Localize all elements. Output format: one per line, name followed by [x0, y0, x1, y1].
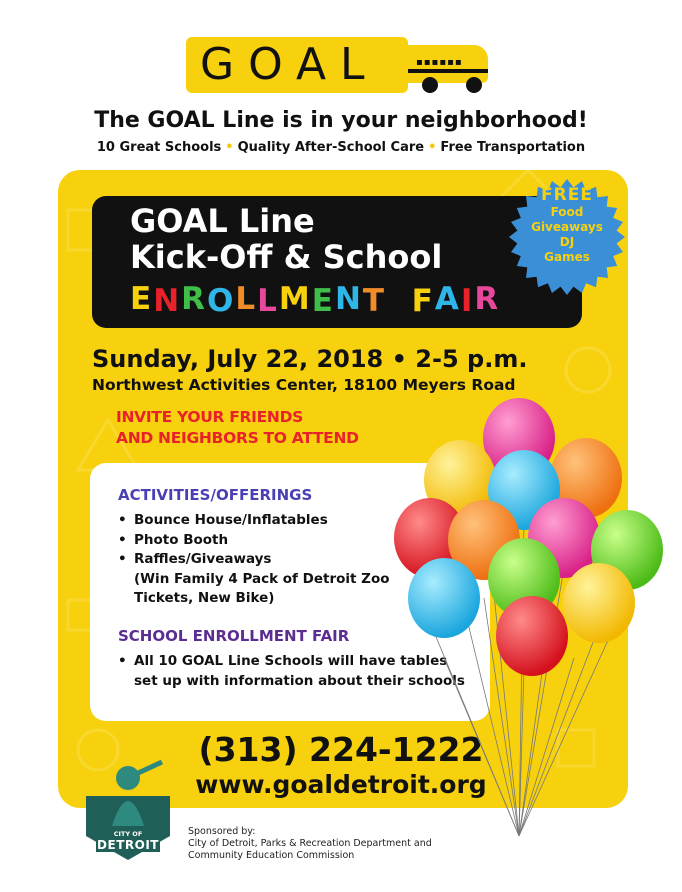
- free-item: Games: [544, 250, 590, 264]
- city-of-detroit-logo: [82, 756, 174, 862]
- enrollment-title: SCHOOL ENROLLMENT FAIR: [118, 627, 350, 645]
- event-date-time: Sunday, July 22, 2018 • 2-5 p.m.: [92, 345, 528, 373]
- phone-number: (313) 224-1222: [198, 730, 484, 769]
- event-address: Northwest Activities Center, 18100 Meyers Road: [92, 376, 516, 394]
- invite-text: INVITE YOUR FRIENDS AND NEIGHBORS TO ATTEND: [116, 408, 359, 447]
- free-label: FREE: [541, 185, 593, 205]
- title-line-1: GOAL Line: [130, 202, 315, 240]
- detroit-logo-top: CITY OF: [113, 830, 143, 838]
- activities-list: [118, 511, 390, 609]
- title-letter: N: [334, 281, 363, 317]
- balloons-illustration: [384, 398, 674, 848]
- sponsor-text: Sponsored by: City of Detroit, Parks & Recreation Department and Community Education Commission: [188, 826, 432, 861]
- title-letter: L: [257, 283, 279, 319]
- title-letter: M: [278, 281, 312, 317]
- feature-item: 10 Great Schools: [96, 140, 222, 155]
- detroit-logo-name: DETROIT: [97, 838, 159, 852]
- title-letter: O: [207, 283, 236, 319]
- free-item: DJ: [559, 235, 575, 249]
- balloon: [496, 596, 568, 676]
- feature-item: Free Transportation: [440, 140, 586, 155]
- goal-logo: [186, 35, 504, 97]
- title-letter: A: [434, 281, 461, 317]
- bus-wheel-icon: [466, 77, 482, 93]
- title-letter: F: [411, 283, 435, 319]
- title-letter: L: [235, 281, 258, 317]
- title-enrollment-fair: [130, 280, 500, 318]
- title-letter: N: [153, 283, 182, 319]
- feature-item: Quality After-School Care: [237, 140, 425, 155]
- list-item: • All 10 GOAL Line Schools will have tables set up with information about their schools: [118, 652, 465, 691]
- title-letter: E: [311, 283, 335, 319]
- free-item: Giveaways: [531, 220, 603, 234]
- bus-icon: ▪▪▪▪▪▪: [408, 45, 488, 83]
- list-item: • Raffles/Giveaways (Win Family 4 Pack of Detroit Zoo Tickets, New Bike): [118, 550, 390, 609]
- list-item: • Photo Booth: [118, 531, 390, 551]
- website-url: www.goaldetroit.org: [195, 770, 487, 799]
- title-letter: [386, 280, 412, 318]
- logo-text: GOAL: [200, 39, 379, 90]
- title-line-2: Kick-Off & School: [130, 238, 443, 276]
- title-letter: T: [362, 283, 387, 319]
- title-letter: R: [474, 281, 501, 317]
- balloon: [408, 558, 480, 638]
- bus-wheel-icon: [422, 77, 438, 93]
- tagline: The GOAL Line is in your neighborhood!: [94, 108, 588, 133]
- title-letter: R: [181, 281, 208, 317]
- free-starburst-text: [508, 186, 626, 265]
- title-letter: I: [460, 283, 475, 319]
- title-letter: E: [130, 281, 154, 317]
- balloon: [563, 563, 635, 643]
- list-item: • Bounce House/Inflatables: [118, 511, 390, 531]
- activities-title: ACTIVITIES/OFFERINGS: [118, 486, 313, 504]
- free-item: Food: [550, 205, 584, 219]
- features-line: 10 Great Schools • Quality After-School Care • Free Transportation: [96, 140, 586, 155]
